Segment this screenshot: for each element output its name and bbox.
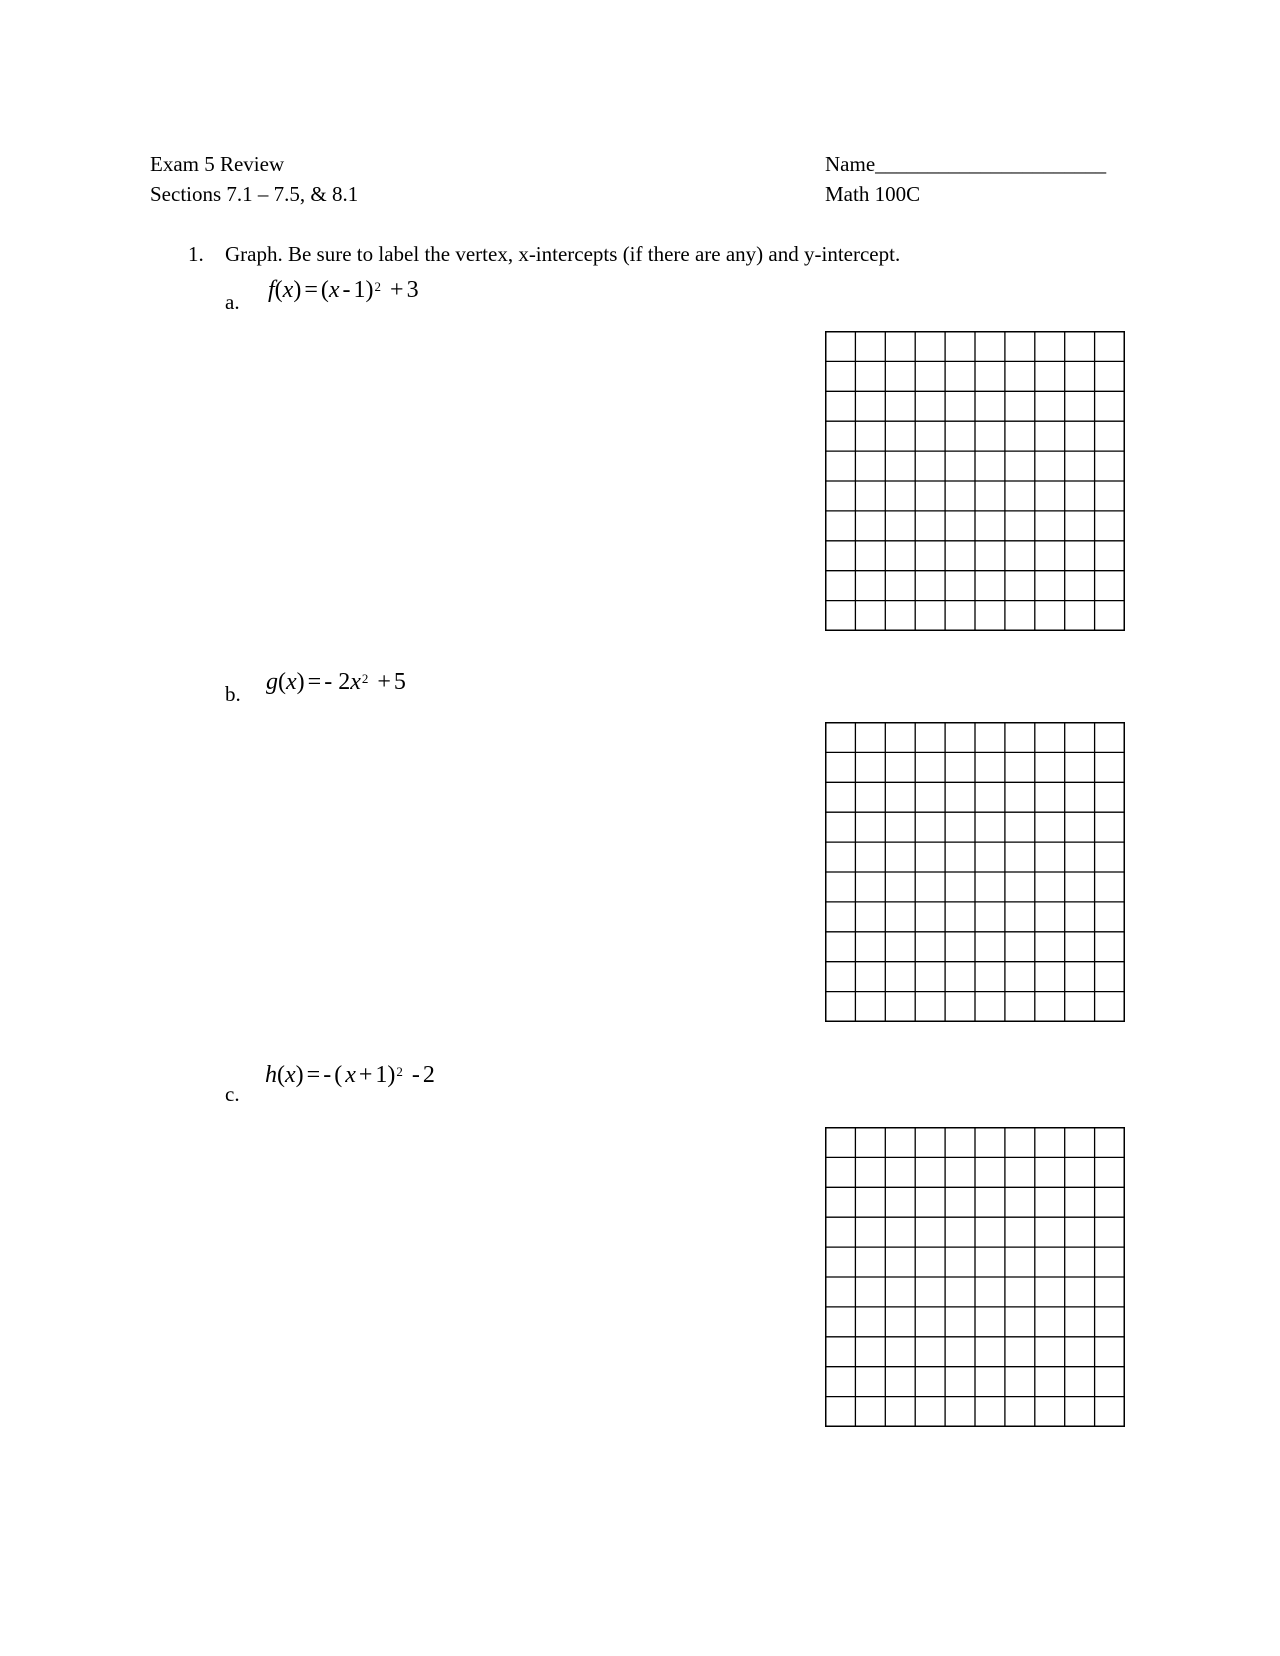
name-field: Name______________________ xyxy=(825,152,1107,176)
part-b-label: b. xyxy=(225,682,241,706)
grid-svg xyxy=(825,331,1125,631)
graph-grid-a[interactable] xyxy=(825,331,1125,631)
graph-grid-c[interactable] xyxy=(825,1127,1125,1427)
exam-title: Exam 5 Review xyxy=(150,152,285,176)
grid-svg xyxy=(825,1127,1125,1427)
graph-grid-b[interactable] xyxy=(825,722,1125,1022)
sections-line: Sections 7.1 – 7.5, & 8.1 xyxy=(150,182,359,206)
grid-svg xyxy=(825,722,1125,1022)
question-instruction: Graph. Be sure to label the vertex, x-intercepts (if there are any) and y-intercept. xyxy=(225,242,901,266)
question-number: 1. xyxy=(188,242,204,266)
part-a-label: a. xyxy=(225,290,240,314)
part-a-equation: f(x) = (x - 1)$^2$ + 3 xyxy=(268,277,419,303)
part-c-label: c. xyxy=(225,1082,240,1106)
course-label: Math 100C xyxy=(825,182,921,206)
part-b-equation: g(x) = - $2x^2 + 5$ xyxy=(266,669,406,695)
part-c-equation: h(x) = - ( x + 1)$^2$ - 2 xyxy=(265,1062,435,1088)
